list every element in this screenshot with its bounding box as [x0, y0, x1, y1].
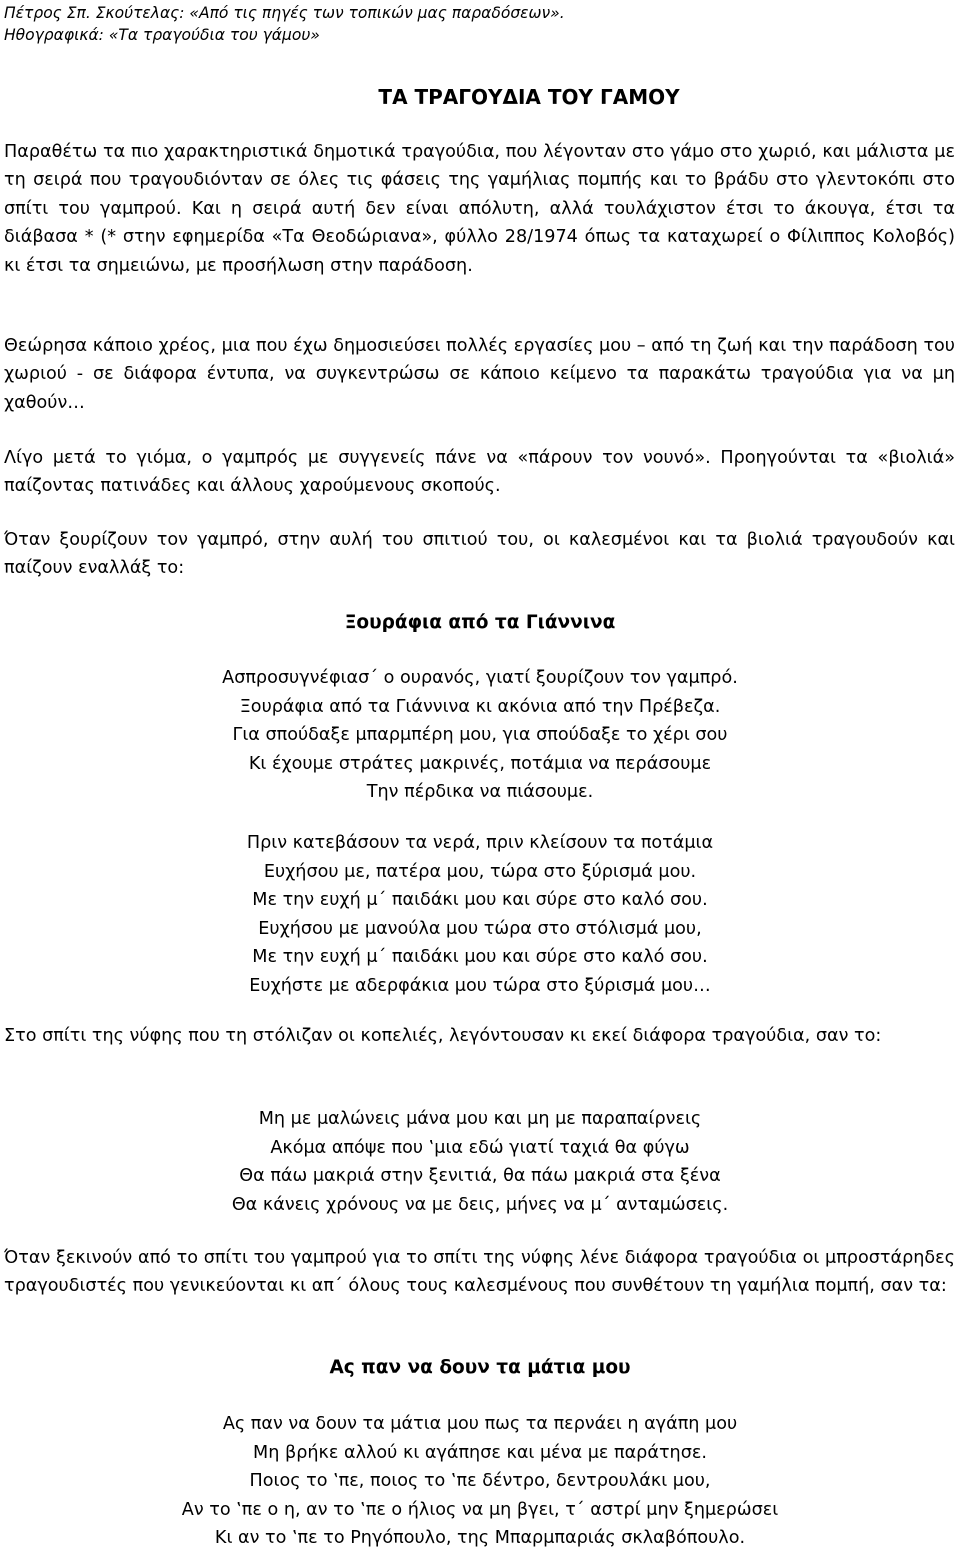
verse-line: Με την ευχή μ΄ παιδάκι μου και σύρε στο καλό σου.	[252, 947, 708, 968]
verse-line: Ευχήστε με αδερφάκια μου τώρα στο ξύρισμά μου…	[249, 975, 711, 996]
verse-line: Θα κάνεις χρόνους να με δεις, μήνες να μ΄ ανταμώσεις.	[231, 1194, 729, 1215]
paragraph-intro: Παραθέτω τα πιο χαρακτηριστικά δημοτικά τραγούδια, που λέγονταν στο γάμο στο χωριό, και μάλιστα με τη σειρά που τραγουδιόνταν σε όλες τις φάσεις της γαμήλιας πομπής και το βράδυ στο γλεντοκόπι στο σπίτι του γαμπρού. Και η σειρά αυτή δεν είναι απόλυτη, αλλά τουλάχιστον έτσι το άκουγα, έτσι τα διάβασα * (* στην εφημερίδα «Τα Θεοδώριανα», φύλλο 28/1974 όπως τα καταχωρεί ο Φίλιππος Κολοβός) κι έτσι τα σημειώνω, με προσήλωση στην παράδοση.	[4, 142, 955, 276]
song-eyes-lines	[0, 1410, 960, 1553]
verse-line: Θα πάω μακριά στην ξενιτιά, θα πάω μακριά στα ξένα	[239, 1166, 721, 1187]
paragraph-godfather: Λίγο μετά το γιόμα, ο γαμπρός με συγγενείς πάνε να «πάρουν τον νουνό». Προηγούνται τα «βιολιά» παίζοντας πατινάδες και άλλους χαρούμενους σκοπούς.	[4, 448, 955, 497]
verse-line: Ευχήσου με μανούλα μου τώρα στο στόλισμά μου,	[258, 918, 702, 939]
song-razors-stanza-1	[0, 664, 960, 807]
paragraph-bride-house: Στο σπίτι της νύφης που τη στόλιζαν οι κοπελιές, λεγόντουσαν κι εκεί διάφορα τραγούδια, σαν το:	[4, 1026, 882, 1046]
verse-line: Ακόμα απόψε που ‛μια εδώ γιατί ταχιά θα φύγω	[270, 1137, 690, 1158]
verse-line: Ξουράφια από τα Γιάννινα κι ακόνια από την Πρέβεζα.	[239, 696, 721, 717]
verse-line: Μη βρήκε αλλού κι αγάπησε και μένα με παράτησε.	[253, 1442, 707, 1463]
verse-line: Με την ευχή μ΄ παιδάκι μου και σύρε στο καλό σου.	[252, 890, 708, 911]
song-mother-lines	[0, 1105, 960, 1219]
paragraph-procession: Όταν ξεκινούν από το σπίτι του γαμπρού για το σπίτι της νύφης λένε διάφορα τραγούδια οι μπροστάρηδες τραγουδιστές που γενικεύονται κι απ΄ όλους τους καλεσμένους που συνθέτουν τη γαμήλια πομπή, σαν τα:	[4, 1248, 955, 1297]
verse-line: Ας παν να δουν τα μάτια μου πως τα περνάει η αγάπη μου	[222, 1414, 738, 1434]
document-header	[4, 2, 565, 46]
song-razors-stanza-2	[0, 829, 960, 1001]
verse-line: Κι έχουμε στράτες μακρινές, ποτάμια να περάσουμε	[248, 753, 712, 774]
header-source-line: Πέτρος Σπ. Σκούτελας: «Από τις πηγές των τοπικών μας παραδόσεων».	[4, 4, 565, 22]
verse-line: Ποιος το ‛πε, ποιος το ‛πε δέντρο, δεντρουλάκι μου,	[249, 1471, 711, 1492]
verse-line: Πριν κατεβάσουν τα νερά, πριν κλείσουν τα ποτάμια	[246, 833, 714, 853]
header-subtitle-line: Ηθογραφικά: «Τα τραγούδια του γάμου»	[4, 26, 320, 44]
verse-line: Κι αν το ‛πε το Ρηγόπουλο, της Μπαρμπαριάς σκλαβόπουλο.	[214, 1528, 746, 1549]
paragraph-shaving: Όταν ξουρίζουν τον γαμπρό, στην αυλή του σπιτιού του, οι καλεσμένοι και τα βιολιά τραγουδούν και παίζουν εναλλάξ το:	[4, 530, 955, 579]
verse-line: Για σπούδαξε μπαρμπέρη μου, για σπούδαξε το χέρι σου	[232, 725, 728, 746]
verse-line: Μη με μαλώνεις μάνα μου και μη με παραπαίρνεις	[258, 1109, 702, 1129]
verse-line: Ασπροσυγνέφιασ΄ ο ουρανός, γιατί ξουρίζουν τον γαμπρό.	[222, 668, 738, 688]
verse-line: Ευχήσου με, πατέρα μου, τώρα στο ξύρισμά μου.	[263, 861, 697, 882]
paragraph-duty: Θεώρησα κάποιο χρέος, μια που έχω δημοσιεύσει πολλές εργασίες μου – από τη ζωή και την παράδοση του χωριού - σε διάφορα έντυπα, να συγκεντρώσω σε κάποιο κείμενο τα παρακάτω τραγούδια για να μη χαθούν…	[4, 336, 955, 413]
verse-line: Αν το ‛πε ο η, αν το ‛πε ο ήλιος να μη βγει, τ΄ αστρί μην ξημερώσει	[181, 1499, 779, 1520]
page-title: ΤΑ ΤΡΑΓΟΥΔΙΑ ΤΟΥ ΓΑΜΟΥ	[378, 85, 680, 109]
song-title-eyes: Ας παν να δουν τα μάτια μου	[329, 1357, 631, 1378]
verse-line: Την πέρδικα να πιάσουμε.	[366, 782, 594, 803]
song-title-razors: Ξουράφια από τα Γιάννινα	[344, 612, 616, 633]
